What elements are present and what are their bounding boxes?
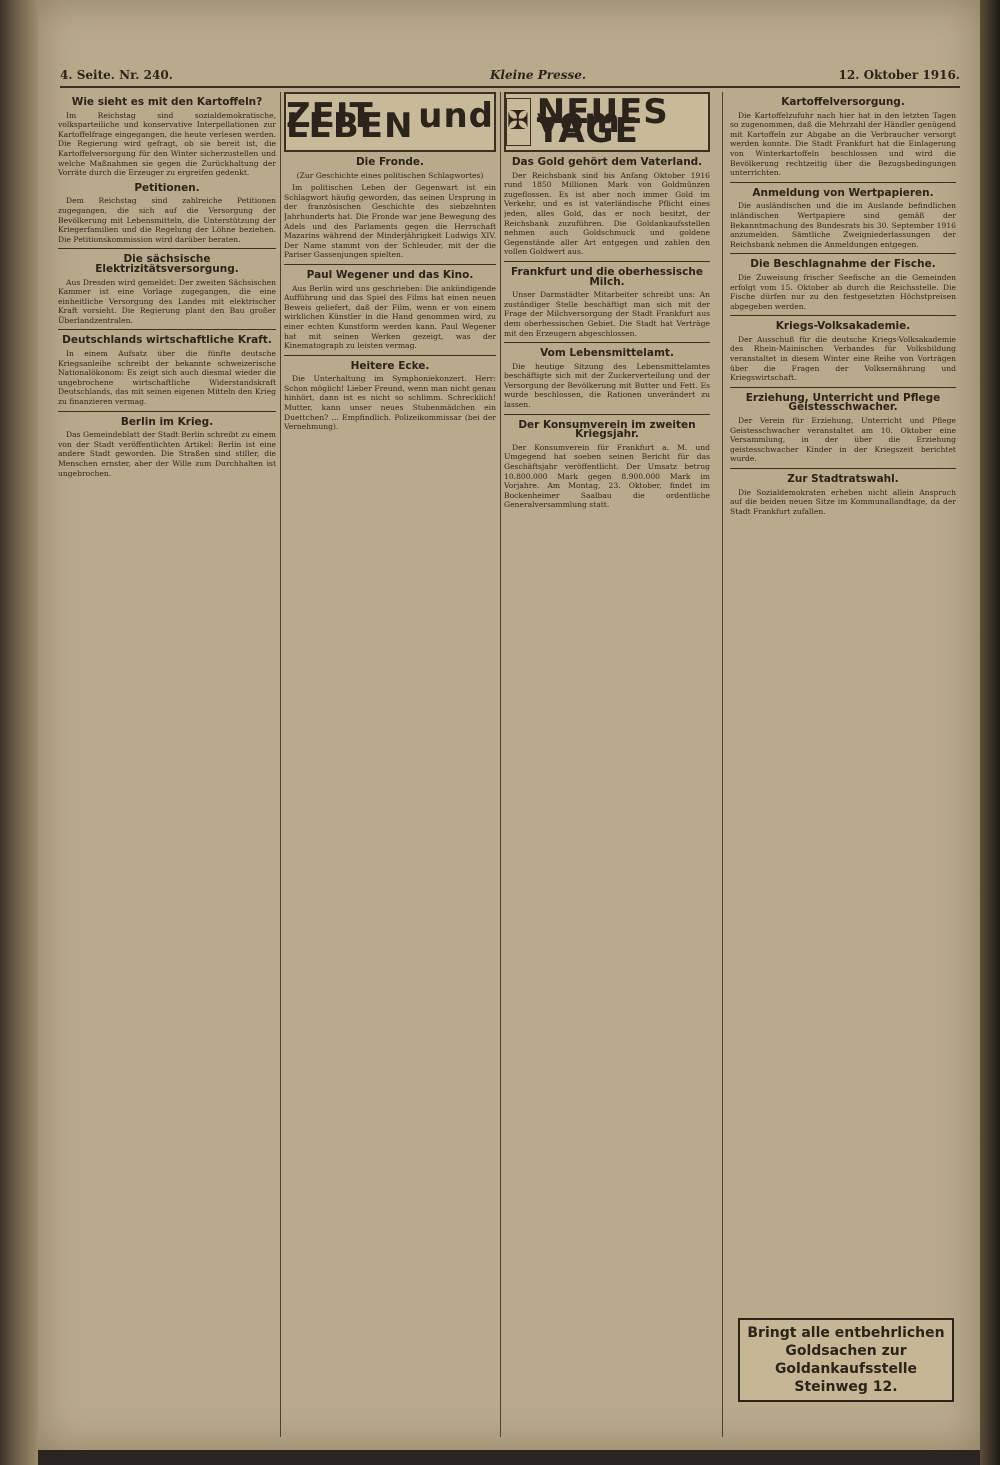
article-body: Der Ausschuß für die deutsche Kriegs-Volksakademie des Rhein-Mainischen Verbandes für Volksbildung veranstaltet in diesem Winter eine Reihe von Vorträgen über die Fragen der Volksernährung und Kriegswirtschaft.: [730, 334, 956, 383]
article-heading: Paul Wegener und das Kino.: [306, 268, 474, 281]
divider: [284, 264, 496, 265]
divider: [504, 414, 710, 415]
article-heading: Vom Lebensmittelamt.: [540, 347, 674, 360]
column-rule: [722, 92, 723, 1437]
book-gutter: [0, 0, 38, 1465]
divider: [58, 248, 276, 249]
article-heading: Das Gold gehört dem Vaterland.: [511, 156, 703, 168]
page-header: [60, 66, 960, 88]
article-heading: Die Fronde.: [355, 156, 425, 168]
article-body: Dem Reichstag sind zahlreiche Petitionen zugegangen, die sich auf die Versorgung der Bevölkerung mit Lebensmitteln, die Unterstützung der Kriegerfamilien und die Regelung der Löhne beziehen. Die Petitionskommission wird darüber beraten.: [58, 196, 276, 244]
article-body: Im Reichstag sind sozialdemokratische, volksparteiliche und konservative Interpellationen zur Kartoffelfrage eingegangen, die heute verlesen werden. Die Regierung wird gefragt, ob sie bereit ist, die Kartoffelversorgung für den Winter sicherzustellen und welche Maßnahmen sie gegen die Zurückhaltung der Vorräte durch die Erzeuger zu ergreifen gedenkt.: [58, 110, 276, 178]
article-heading: Erziehung, Unterricht und Pflege Geistesschwacher.: [745, 391, 941, 414]
divider: [730, 387, 956, 388]
article-heading: Heitere Ecke.: [350, 359, 430, 372]
divider: [284, 355, 496, 356]
article-body: Der Verein für Erziehung, Unterricht und Pflege Geistesschwacher veranstaltet am 10. Oktober eine Versammlung, in der über die Erziehung geistesschwacher Kinder in der Kriegszeit berichtet wurde.: [730, 416, 956, 464]
article-heading: Zur Stadtratswahl.: [787, 473, 899, 485]
article-heading: Kriegs-Volksakademie.: [775, 320, 911, 333]
issue-date: 12. Oktober 1916.: [838, 68, 960, 82]
column-rule: [280, 92, 281, 1437]
article-heading: Wie sieht es mit den Kartoffeln?: [71, 96, 263, 108]
article-body: Die heutige Sitzung des Lebensmittelamtes beschäftigte sich mit der Zuckerverteilung und der Versorgung der Bevölkerung mit Butter und Fett. Es wurde beschlossen, die Rationen unverändert zu lassen.: [504, 361, 710, 410]
article-heading: Die Beschlagnahme der Fische.: [750, 258, 936, 271]
article-body: Die Unterhaltung im Symphoniekonzert. Herr: Schon möglich! Lieber Freund, wenn man nicht genau hinhört, dann ist es nicht so schlimm. Schrecklich! Mutter, kann unser neues Stubenmädchen ein Duettchen? ... Empfindlich. Polizeikommissar (bei der Vernehmung).: [284, 374, 496, 432]
divider: [730, 182, 956, 183]
article-body: Das Gemeindeblatt der Stadt Berlin schreibt zu einem von der Stadt veröffentlichten Artikel: Berlin ist eine andere Stadt geworden. Die Straßen sind stiller, die Menschen ernster, aber der Wille zum Durchhalten ist ungebrochen.: [58, 430, 276, 478]
column-1: [58, 92, 276, 1442]
newspaper-page: [38, 0, 980, 1450]
article-body: Der Reichsbank sind bis Anfang Oktober 1916 rund 1850 Millionen Mark von Goldmünzen zugeflossen. Es ist aber noch immer Gold im Verkehr, und es ist vaterländische Pflicht eines jeden, alles Gold, das er noch besitzt, der Reichsbank zuzuführen. Die Goldankaufsstellen nehmen auch Goldschmuck und goldene Gegenstände aller Art entgegen und zahlen den vollen Goldwert aus.: [504, 170, 710, 257]
divider: [504, 261, 710, 262]
article-heading: Kartoffelversorgung.: [781, 96, 905, 108]
divider: [730, 253, 956, 254]
article-heading: Anmeldung von Wertpapieren.: [752, 186, 934, 199]
page-edge: [980, 0, 1000, 1465]
article-body: In einem Aufsatz über die fünfte deutsche Kriegsanleihe schreibt der bekannte schweizerische Nationalökonom: Es zeigt sich auch diesmal wieder die ungebrochene wirtschaftliche Widerstandskraft Deutschlands, das mit seinen eigenen Mitteln den Krieg zu finanzieren vermag.: [58, 349, 276, 407]
gold-advertisement: Bringt alle entbehrlichen Goldsachen zur Goldankaufsstelle Steinweg 12.: [738, 1318, 954, 1402]
article-heading: Petitionen.: [134, 181, 200, 194]
column-3: [504, 92, 710, 1442]
article-body: Die Sozialdemokraten erheben nicht allein Anspruch auf die beiden neuen Sitze im Kommunallandtage, da der Stadt Frankfurt zufallen.: [730, 487, 956, 516]
article-body: Die ausländischen und die im Auslande befindlichen inländischen Wertpapiere sind gemäß der Bekanntmachung des Bundesrats bis 30. September 1916 anzumelden. Sämtliche Zweigniederlassungen der Reichsbank nehmen die Anmeldungen entgegen.: [730, 201, 956, 249]
article-body: Die Zuweisung frischer Seefische an die Gemeinden erfolgt vom 15. Oktober ab durch die Reichsstelle. Die Fische dürfen nur zu den festgesetzten Höchstpreisen abgegeben werden.: [730, 272, 956, 311]
article-heading: Die sächsische Elektrizitätsversorgung.: [95, 253, 239, 275]
column-4: [730, 92, 956, 1442]
eagle-emblem-icon: ✠: [506, 98, 531, 146]
article-body: Die Kartoffelzufuhr nach hier hat in den letzten Tagen so zugenommen, daß die Mehrzahl der Händler genügend mit Kartoffeln zur Abgabe an die Verbraucher versorgt werden konnte. Die Stadt Frankfurt hat die Einlagerung von Winterkartoffeln beschlossen und wird die Bevölkerung rechtzeitig über die Bezugsbedingungen unterrichten.: [730, 110, 956, 178]
article-heading: Berlin im Krieg.: [120, 415, 214, 428]
divider: [730, 315, 956, 316]
article-heading: Der Konsumverein im zweiten Kriegsjahr.: [518, 418, 696, 441]
article-heading: Deutschlands wirtschaftliche Kraft.: [62, 334, 272, 347]
article-body: Aus Berlin wird uns geschrieben: Die ankündigende Aufführung und das Spiel des Films hat einen neuen Beweis geliefert, daß der Film, wenn er von einem wirklichen Künstler in die Hand genommen wird, zu einer echten Kunstform werden kann. Paul Wegener hat mit seinen Werken gezeigt, was der Kinematograph zu leisten vermag.: [284, 283, 496, 351]
paper-title: Kleine Presse.: [490, 68, 587, 82]
divider: [58, 329, 276, 330]
article-body: Im politischen Leben der Gegenwart ist ein Schlagwort häufig geworden, das seinen Ursprung in der französischen Geschichte des siebzehnten Jahrhunderts hat. Die Fronde war jene Bewegung des Adels und des Parlaments gegen die Herrschaft Mazarins während der Minderjährigkeit Ludwigs XIV. Der Name stammt von der Schleuder, mit der die Pariser Gassenjungen spielten.: [284, 183, 496, 260]
section-masthead: ZEIT und LEBEN: [284, 92, 496, 152]
article-subheading: (Zur Geschichte eines politischen Schlagwortes): [296, 170, 484, 180]
divider: [730, 468, 956, 469]
column-2: [284, 92, 496, 1442]
page-number: 4. Seite. Nr. 240.: [60, 68, 173, 82]
divider: [504, 342, 710, 343]
article-body: Aus Dresden wird gemeldet: Der zweiten Sächsischen Kammer ist eine Vorlage zugegangen, die eine einheitliche Versorgung des Landes mit elektrischer Kraft vorsieht. Die Regierung plant den Bau großer Überlandzentralen.: [58, 277, 276, 325]
section-masthead: [504, 92, 710, 152]
article-body: Der Konsumverein für Frankfurt a. M. und Umgegend hat soeben seinen Bericht für das Geschäftsjahr veröffentlicht. Der Umsatz betrug 10.800.000 Mark gegen 8.900.000 Mark im Vorjahre. Am Montag, 23. Oktober, findet im Bockenheimer Saalbau die ordentliche Generalversammlung statt.: [504, 442, 710, 510]
article-body: Unser Darmstädter Mitarbeiter schreibt uns: An zuständiger Stelle beschäftigt man sich mit der Frage der Milchversorgung der Stadt Frankfurt aus dem oberhessischen Gebiet. Die Stadt hat Verträge mit den Erzeugern abgeschlossen.: [504, 290, 710, 338]
article-heading: Frankfurt und die oberhessische Milch.: [511, 265, 703, 288]
column-rule: [500, 92, 501, 1437]
section-masthead-title: NEUES vom TAGE: [536, 92, 669, 151]
divider: [58, 411, 276, 412]
